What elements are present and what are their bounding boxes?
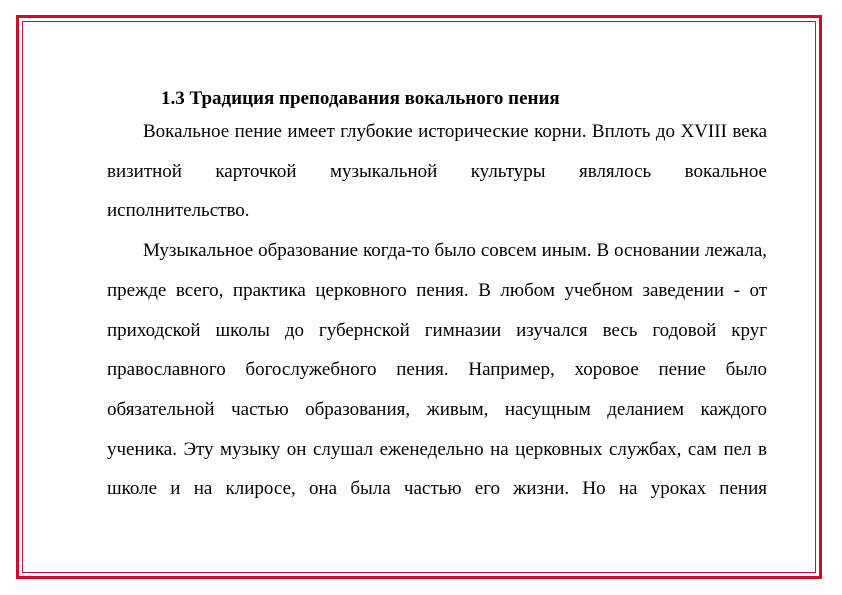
paragraph-1: Вокальное пение имеет глубокие исторические корни. Вплоть до XVIII века визитной карточкой музыкальной культуры являлось вокальное исполнительство. bbox=[107, 121, 767, 222]
document-body bbox=[107, 86, 767, 509]
section-heading: 1.3 Традиция преподавания вокального пения bbox=[161, 88, 560, 109]
paragraph-2: Музыкальное образование когда-то было совсем иным. В основании лежала, прежде всего, практика церковного пения. В любом учебном заведении - от приходской школы до губернской гимназии изучался весь годовой круг православного богослужебного пения. Например, хоровое пение было обязательной частью образования, живым, насущным деланием каждого ученика. Эту музыку он слушал еженедельно на церковных службах, сам пел в школе и на клиросе, она была частью его жизни. Но на уроках пения bbox=[107, 240, 767, 500]
